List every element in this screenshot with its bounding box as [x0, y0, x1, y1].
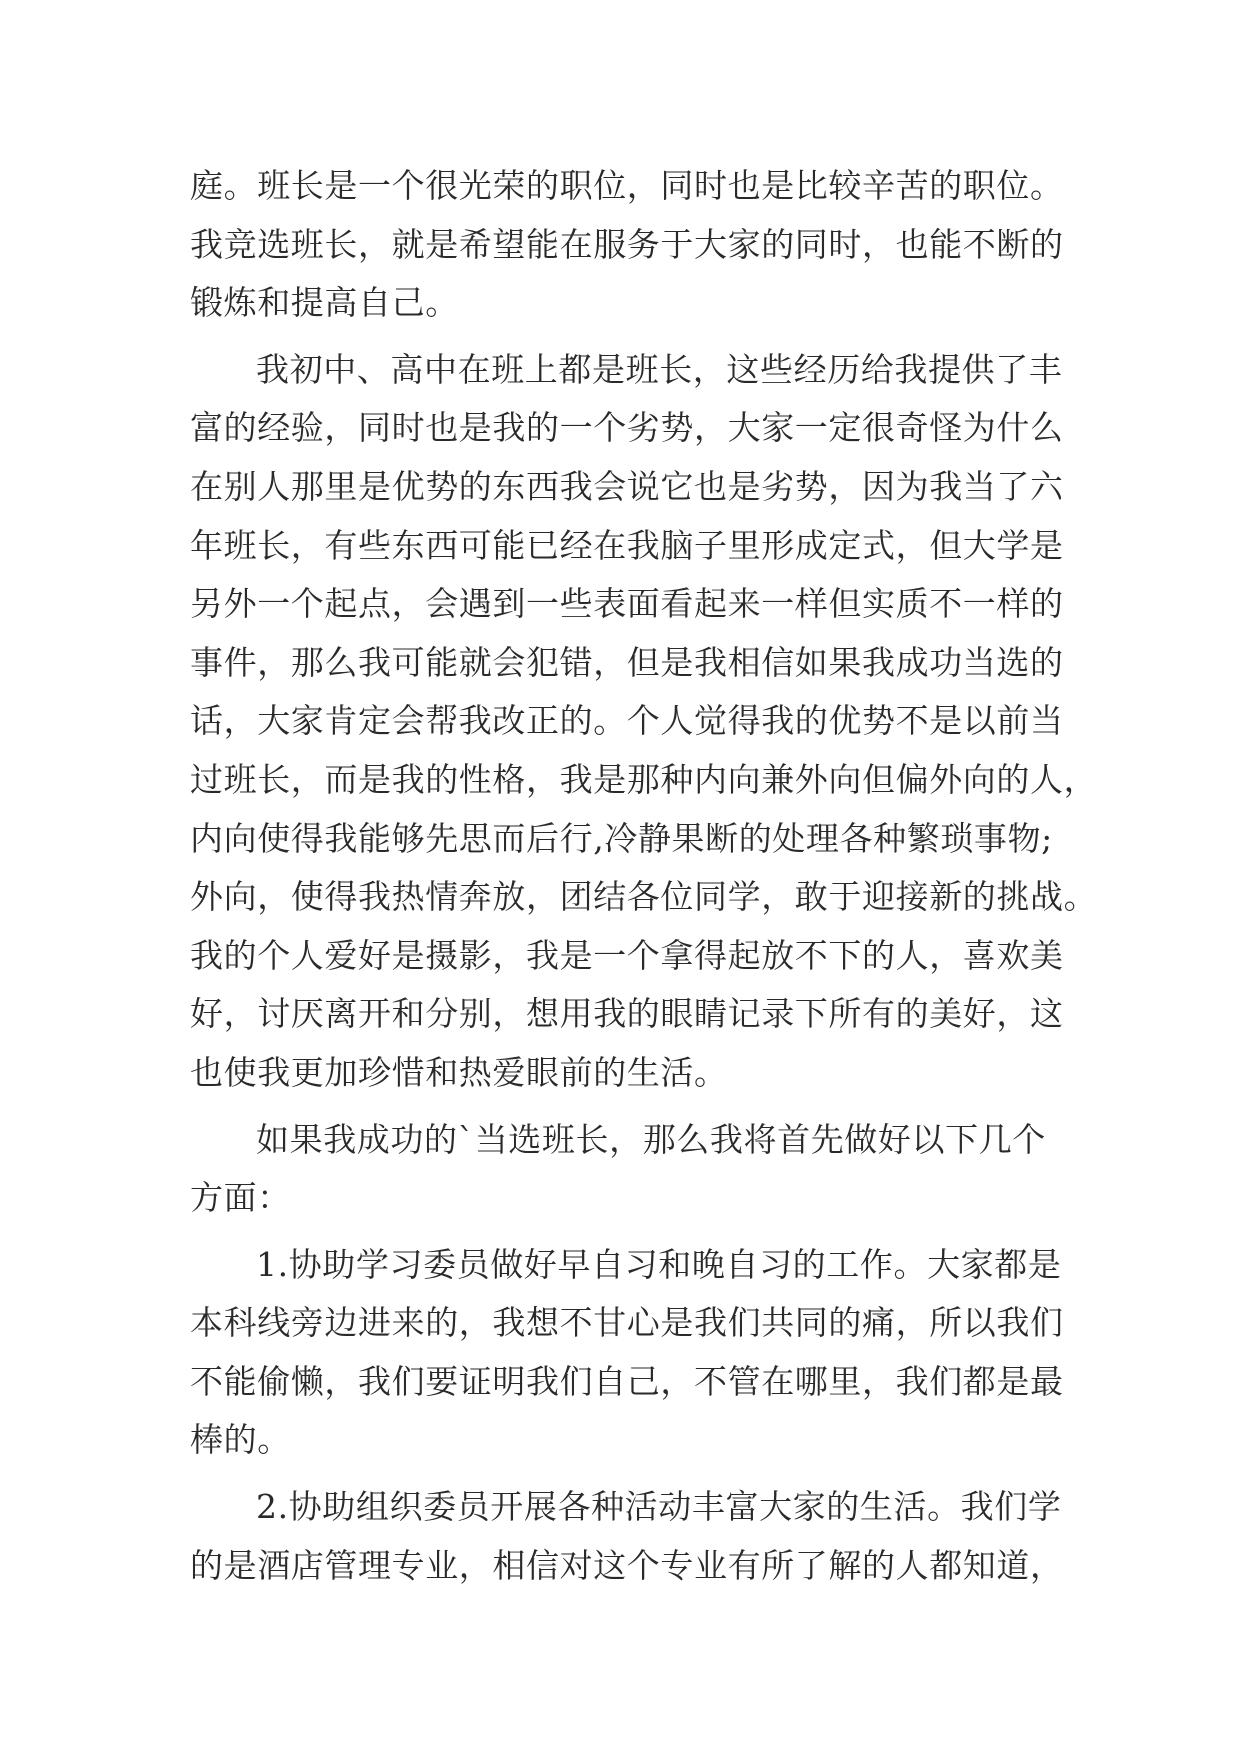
- paragraph-first-line: 2.协助组织委员开展各种活动丰富大家的生活。我们学: [256, 1487, 1062, 1527]
- paragraph-gap: [190, 1228, 1070, 1236]
- paragraph-first-line: 如果我成功的`当选班长，那么我将首先做好以下几个: [256, 1119, 1046, 1159]
- text-line: 方面：: [190, 1178, 291, 1218]
- text-line: 我的个人爱好是摄影，我是一个拿得起放不下的人，喜欢美: [190, 935, 1064, 975]
- text-line: 事件，那么我可能就会犯错，但是我相信如果我成功当选的: [190, 642, 1064, 682]
- text-line: 外向，使得我热情奔放，团结各位同学，敢于迎接新的挑战。: [190, 877, 1098, 917]
- text-line: 在别人那里是优势的东西我会说它也是劣势，因为我当了六: [190, 466, 1064, 506]
- text-line: 过班长，而是我的性格，我是那种内向兼外向但偏外向的人，: [190, 759, 1098, 799]
- paragraph-gap: [190, 333, 1070, 341]
- text-line: 年班长，有些东西可能已经在我脑子里形成定式，但大学是: [190, 525, 1064, 565]
- text-line: 本科线旁边进来的，我想不甘心是我们共同的痛，所以我们: [190, 1303, 1064, 1343]
- paragraph-first-line: 我初中、高中在班上都是班长，这些经历给我提供了丰: [256, 349, 1063, 389]
- text-line: 话，大家肯定会帮我改正的。个人觉得我的优势不是以前当: [190, 701, 1064, 741]
- text-line: 富的经验，同时也是我的一个劣势，大家一定很奇怪为什么: [190, 408, 1064, 448]
- text-line: 另外一个起点，会遇到一些表面看起来一样但实质不一样的: [190, 584, 1064, 624]
- text-line: 内向使得我能够先思而后行,冷静果断的处理各种繁琐事物;: [190, 818, 1053, 858]
- paragraph-gap: [190, 1103, 1070, 1111]
- text-line: 庭。班长是一个很光荣的职位，同时也是比较辛苦的职位。: [190, 166, 1064, 205]
- text-line: 也使我更加珍惜和热爱眼前的生活。: [190, 1052, 728, 1092]
- text-line: 棒的。: [190, 1420, 291, 1460]
- text-line: 好，讨厌离开和分别，想用我的眼睛记录下所有的美好，这: [190, 994, 1064, 1034]
- text-line: 不能偷懒，我们要证明我们自己，不管在哪里，我们都是最: [190, 1361, 1064, 1401]
- text-line: 的是酒店管理专业，相信对这个专业有所了解的人都知道，: [190, 1545, 1064, 1585]
- text-line: 我竞选班长，就是希望能在服务于大家的同时，也能不断的: [190, 224, 1064, 264]
- text-line: 锻炼和提高自己。: [190, 283, 459, 323]
- document-body: [190, 157, 1098, 1595]
- paragraph-gap: [190, 1470, 1070, 1478]
- paragraph-first-line: 1.协助学习委员做好早自习和晚自习的工作。大家都是: [256, 1244, 1062, 1284]
